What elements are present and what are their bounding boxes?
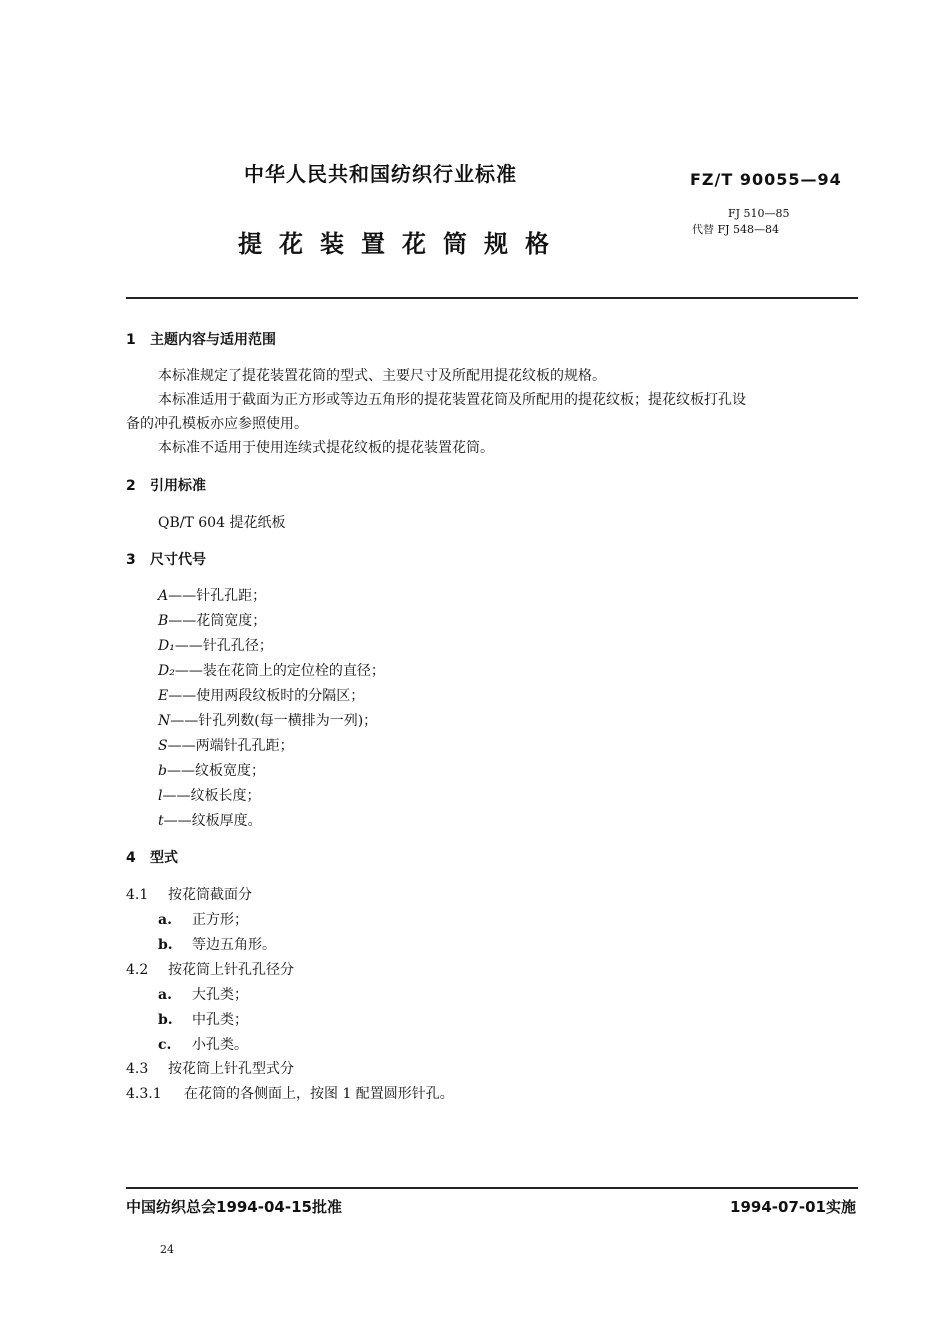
section-1-paragraph-2: 本标准适用于截面为正方形或等边五角形的提花装置花筒及所配用的提花纹板；提花纹板打孔设 — [158, 392, 746, 408]
document-title: 提花装置花筒规格 — [238, 230, 566, 258]
section-1-paragraph-1: 本标准规定了提花装置花筒的型式、主要尺寸及所配用提花纹板的规格。 — [158, 368, 606, 384]
list-item: b. 等边五角形。 — [158, 937, 276, 953]
reference-standard: QB/T 604 提花纸板 — [158, 515, 286, 531]
symbol-item: S——两端针孔孔距； — [158, 738, 294, 754]
section-1-paragraph-2-cont: 备的冲孔模板亦应参照使用。 — [126, 416, 308, 432]
page-number: 24 — [160, 1243, 174, 1256]
replaced-standard-1: FJ 510—85 — [728, 207, 790, 220]
symbol-item: E——使用两段纹板时的分隔区； — [158, 688, 365, 704]
replaced-standard-2: 代替 FJ 548—84 — [692, 223, 780, 236]
subsection-4-2: 4.2 按花筒上针孔孔径分 — [126, 962, 294, 978]
section-4-heading: 4 型式 — [126, 850, 178, 866]
list-item: a. 正方形； — [158, 912, 248, 928]
symbol-item: A——针孔孔距； — [158, 588, 267, 604]
symbol-item: B——花筒宽度； — [158, 613, 267, 629]
symbol-item: b——纹板宽度； — [158, 763, 265, 779]
symbol-item: D₁——针孔孔径； — [158, 638, 273, 654]
list-item: c. 小孔类。 — [158, 1037, 248, 1053]
symbol-item: t——纹板厚度。 — [158, 813, 262, 829]
list-item: b. 中孔类； — [158, 1012, 248, 1028]
standard-category: 中华人民共和国纺织行业标准 — [244, 162, 517, 186]
section-2-heading: 2 引用标准 — [126, 478, 206, 494]
subsection-4-3: 4.3 按花筒上针孔型式分 — [126, 1061, 294, 1077]
symbol-item: l——纹板长度； — [158, 788, 261, 804]
section-3-heading: 3 尺寸代号 — [126, 552, 206, 568]
effective-date: 1994-07-01实施 — [730, 1198, 856, 1216]
section-1-paragraph-3: 本标准不适用于使用连续式提花纹板的提花装置花筒。 — [158, 440, 494, 456]
section-1-heading: 1 主题内容与适用范围 — [126, 332, 276, 348]
symbol-item: N——针孔列数(每一横排为一列)； — [158, 713, 378, 729]
header-divider — [126, 297, 858, 299]
subsection-4-3-1: 4.3.1 在花筒的各侧面上，按图 1 配置圆形针孔。 — [126, 1086, 454, 1102]
standard-code: FZ/T 90055—94 — [690, 170, 842, 189]
approval-info: 中国纺织总会1994-04-15批准 — [126, 1198, 342, 1216]
subsection-4-1: 4.1 按花筒截面分 — [126, 887, 252, 903]
symbol-item: D₂——装在花筒上的定位栓的直径； — [158, 663, 385, 679]
list-item: a. 大孔类； — [158, 987, 248, 1003]
footer-divider — [126, 1187, 858, 1189]
